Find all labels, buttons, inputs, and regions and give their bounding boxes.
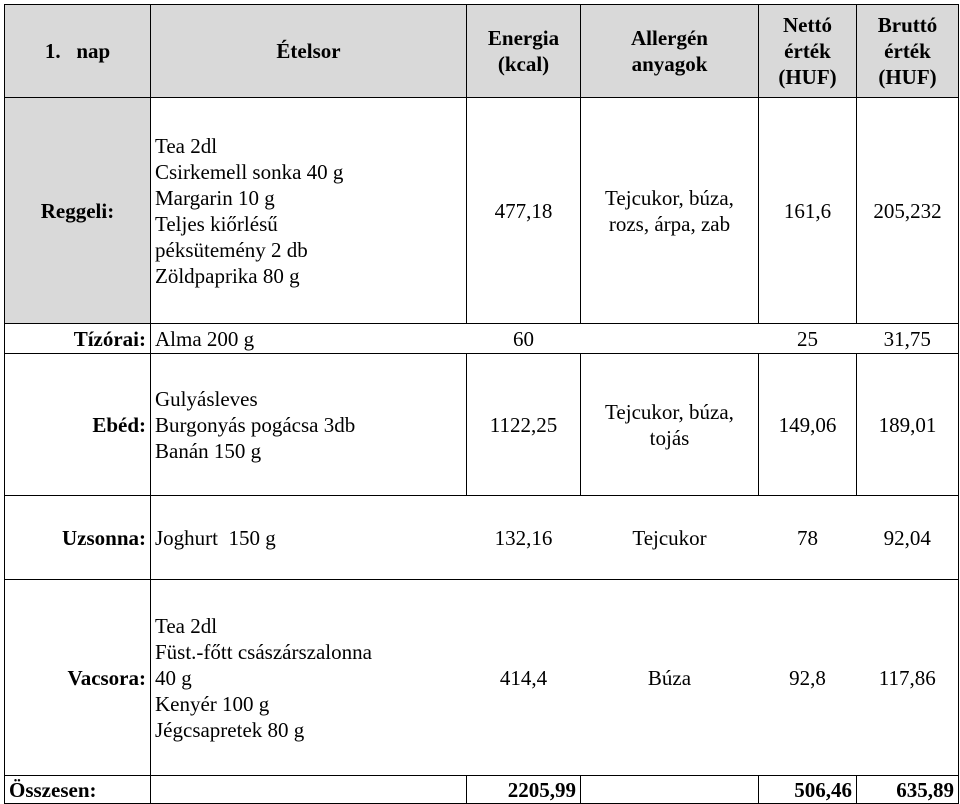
total-allergen-empty — [581, 776, 759, 804]
row-ebed — [5, 354, 959, 496]
total-gross: 635,89 — [857, 776, 959, 804]
net-uzsonna: 78 — [759, 496, 857, 580]
net-vacsora: 92,8 — [759, 580, 857, 776]
gross-ebed: 189,01 — [857, 354, 959, 496]
meal-label-tizorai: Tízórai: — [5, 324, 151, 354]
gross-tizorai: 31,75 — [857, 324, 959, 354]
meal-label-reggeli: Reggeli: — [5, 98, 151, 324]
header-energia: Energia (kcal) — [467, 5, 581, 98]
allergens-vacsora: Búza — [581, 580, 759, 776]
total-energy: 2205,99 — [467, 776, 581, 804]
total-net: 506,46 — [759, 776, 857, 804]
energy-tizorai: 60 — [467, 324, 581, 354]
gross-reggeli: 205,232 — [857, 98, 959, 324]
dishes-ebed: Gulyásleves Burgonyás pogácsa 3db Banán 150 g — [151, 354, 467, 496]
header-brutto: Bruttó érték (HUF) — [857, 5, 959, 98]
gross-vacsora: 117,86 — [857, 580, 959, 776]
header-netto: Nettó érték (HUF) — [759, 5, 857, 98]
allergens-reggeli: Tejcukor, búza, rozs, árpa, zab — [581, 98, 759, 324]
dishes-uzsonna: Joghurt 150 g — [151, 496, 467, 580]
daily-menu-table — [4, 4, 959, 804]
meal-label-uzsonna: Uzsonna: — [5, 496, 151, 580]
total-gap — [151, 776, 467, 804]
row-vacsora — [5, 580, 959, 776]
row-reggeli — [5, 98, 959, 324]
row-tizorai — [5, 324, 959, 354]
header-day: 1. nap — [5, 5, 151, 98]
allergens-uzsonna: Tejcukor — [581, 496, 759, 580]
energy-uzsonna: 132,16 — [467, 496, 581, 580]
header-row — [5, 5, 959, 98]
gross-uzsonna: 92,04 — [857, 496, 959, 580]
allergens-tizorai — [581, 324, 759, 354]
dishes-tizorai: Alma 200 g — [151, 324, 467, 354]
net-reggeli: 161,6 — [759, 98, 857, 324]
header-allergen: Allergén anyagok — [581, 5, 759, 98]
energy-reggeli: 477,18 — [467, 98, 581, 324]
meal-label-vacsora: Vacsora: — [5, 580, 151, 776]
row-uzsonna — [5, 496, 959, 580]
energy-vacsora: 414,4 — [467, 580, 581, 776]
dishes-reggeli: Tea 2dl Csirkemell sonka 40 g Margarin 10 g Teljes kiőrlésű péksütemény 2 db Zöldpaprika 80 g — [151, 98, 467, 324]
total-label: Összesen: — [5, 776, 151, 804]
row-total — [5, 776, 959, 804]
meal-label-ebed: Ebéd: — [5, 354, 151, 496]
energy-ebed: 1122,25 — [467, 354, 581, 496]
net-ebed: 149,06 — [759, 354, 857, 496]
header-etelsor: Ételsor — [151, 5, 467, 98]
dishes-vacsora: Tea 2dl Füst.-főtt császárszalonna 40 g Kenyér 100 g Jégcsapretek 80 g — [151, 580, 467, 776]
allergens-ebed: Tejcukor, búza, tojás — [581, 354, 759, 496]
net-tizorai: 25 — [759, 324, 857, 354]
